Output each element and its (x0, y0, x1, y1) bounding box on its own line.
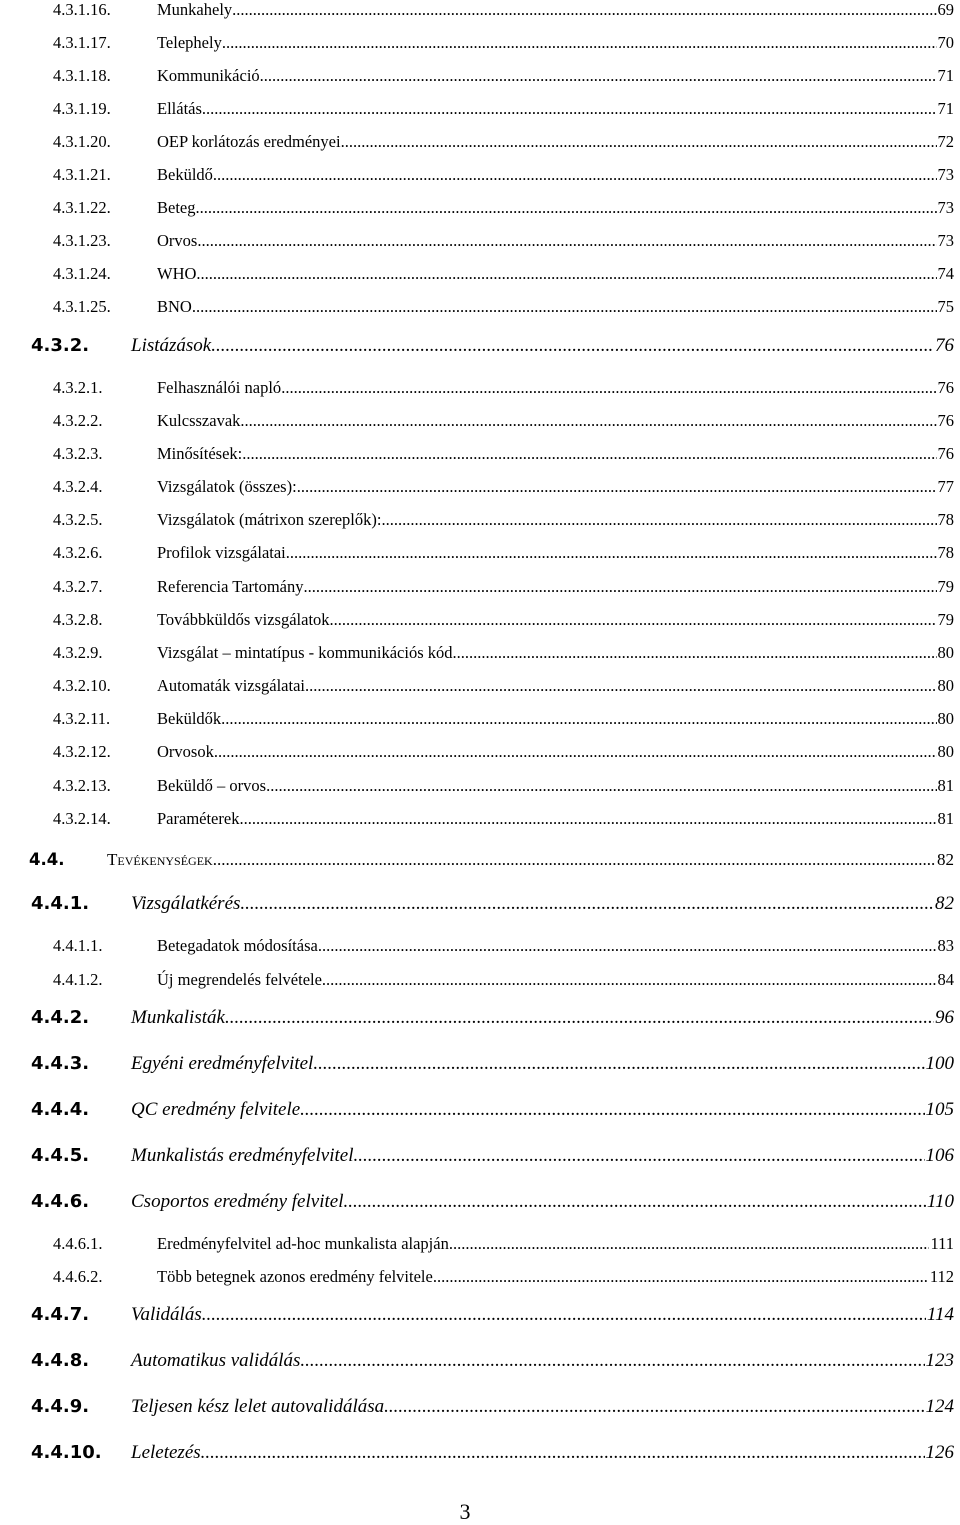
toc-leader-dots (225, 1007, 934, 1029)
toc-entry-title: Munkalisták (131, 1007, 225, 1028)
toc-entry-number: 4.3.2.7. (53, 577, 103, 596)
toc-entry-page: 75 (937, 297, 954, 316)
toc-entry-page: 82 (935, 893, 954, 914)
toc-entry-page: 79 (937, 610, 954, 629)
toc-entry-page: 126 (925, 1442, 954, 1463)
toc-entry-number: 4.3.2.3. (53, 444, 103, 463)
toc-entry-page: 69 (937, 0, 954, 19)
toc-entry-page: 80 (937, 676, 954, 695)
toc-leader-dots (266, 776, 936, 796)
toc-leader-dots (305, 676, 937, 696)
toc-entry-page: 80 (937, 643, 954, 662)
toc-entry-page: 73 (937, 198, 954, 217)
toc-entry[interactable] (0, 809, 960, 839)
toc-entry-number: 4.3.1.24. (53, 264, 111, 283)
toc-entry-number: 4.4.1. (31, 893, 90, 914)
toc-leader-dots (202, 1304, 926, 1326)
toc-entry-page: 105 (925, 1099, 954, 1120)
toc-leader-dots (281, 378, 936, 398)
toc-entry-title: Kulcsszavak (157, 411, 241, 430)
toc-entry-number: 4.3.2.8. (53, 610, 103, 629)
toc-entry-title: Továbbküldős vizsgálatok (157, 610, 330, 629)
toc-entry-page: 73 (937, 165, 954, 184)
toc-entry-page: 114 (926, 1304, 954, 1325)
toc-leader-dots (197, 231, 936, 251)
toc-entry[interactable] (0, 610, 960, 640)
toc-leader-dots (260, 66, 937, 86)
toc-entry-title: BNO (157, 297, 192, 316)
toc-entry[interactable] (0, 577, 960, 607)
toc-entry-number: 4.3.2.12. (53, 742, 111, 761)
toc-leader-dots (240, 411, 936, 431)
toc-leader-dots (453, 643, 937, 663)
toc-entry-number: 4.3.1.20. (53, 132, 111, 151)
toc-entry-title: Vizsgálatkérés (131, 893, 241, 914)
toc-entry[interactable] (0, 936, 960, 966)
toc-entry-title: Vizsgálatok (mátrixon szereplők): (157, 510, 382, 529)
toc-entry-title: Felhasználói napló (157, 378, 282, 397)
toc-entry-title: Tevékenységek (107, 850, 213, 869)
toc-entry-page: 100 (925, 1053, 954, 1074)
toc-entry-page: 110 (926, 1191, 954, 1212)
toc-entry-page: 76 (937, 444, 954, 463)
toc-entry-number: 4.3.2.13. (53, 776, 111, 795)
toc-leader-dots (322, 970, 937, 990)
toc-leader-dots (304, 577, 937, 597)
toc-entry-number: 4.3.2.10. (53, 676, 111, 695)
toc-entry[interactable] (0, 297, 960, 327)
toc-leader-dots (449, 1234, 930, 1254)
toc-entry-title: Ellátás (157, 99, 202, 118)
toc-entry-title: Minősítések: (157, 444, 243, 463)
toc-leader-dots (384, 1396, 924, 1418)
toc-entry-page: 76 (937, 378, 954, 397)
toc-entry-page: 71 (937, 99, 954, 118)
toc-entry-number: 4.4.3. (31, 1053, 90, 1074)
toc-leader-dots (221, 709, 936, 729)
toc-entry-number: 4.4.6.2. (53, 1267, 103, 1286)
toc-leader-dots (213, 165, 937, 185)
toc-entry[interactable] (0, 198, 960, 228)
toc-entry[interactable] (0, 165, 960, 195)
toc-entry-page: 124 (925, 1396, 954, 1417)
toc-entry[interactable] (0, 378, 960, 408)
toc-entry[interactable] (0, 1444, 960, 1474)
toc-entry-title: Egyéni eredményfelvitel (131, 1053, 314, 1074)
toc-entry-number: 4.3.2.2. (53, 411, 103, 430)
toc-entry-number: 4.3.1.23. (53, 231, 111, 250)
toc-entry-title: Referencia Tartomány (157, 577, 304, 596)
toc-entry-page: 71 (937, 66, 954, 85)
toc-entry-title: Beküldő – orvos (157, 776, 267, 795)
toc-entry-number: 4.3.2.6. (53, 543, 103, 562)
toc-entry-title: Munkalistás eredményfelvitel (131, 1145, 354, 1166)
toc-entry-number: 4.4.4. (31, 1099, 90, 1120)
toc-entry-title: Orvos (157, 231, 198, 250)
toc-entry-number: 4.3.1.21. (53, 165, 111, 184)
toc-leader-dots (213, 850, 936, 870)
toc-entry-title: Csoportos eredmény felvitel (131, 1191, 344, 1212)
toc-entry-title: Beküldők (157, 709, 222, 728)
toc-entry-page: 96 (935, 1007, 954, 1028)
toc-entry[interactable] (0, 1101, 960, 1131)
toc-entry-number: 4.3.2.1. (53, 378, 103, 397)
toc-leader-dots (222, 33, 937, 53)
toc-entry-number: 4.3.1.17. (53, 33, 111, 52)
toc-entry-page: 72 (937, 132, 954, 151)
toc-entry-number: 4.4.1.2. (53, 970, 103, 989)
toc-entry-title: Automaták vizsgálatai (157, 676, 305, 695)
toc-entry-page: 83 (937, 936, 954, 955)
toc-entry-title: Kommunikáció (157, 66, 260, 85)
toc-entry-number: 4.4.2. (31, 1007, 90, 1028)
toc-leader-dots (297, 477, 937, 497)
toc-leader-dots (201, 1442, 925, 1464)
toc-entry-page: 112 (929, 1267, 954, 1286)
toc-entry-number: 4.3.1.18. (53, 66, 111, 85)
toc-entry-title: QC eredmény felvitele (131, 1099, 301, 1120)
toc-entry-page: 70 (937, 33, 954, 52)
toc-entry-page: 78 (937, 543, 954, 562)
toc-entry-page: 74 (937, 264, 954, 283)
toc-entry-number: 4.4.6.1. (53, 1234, 103, 1253)
toc-entry-page: 80 (937, 709, 954, 728)
toc-entry-number: 4.4.5. (31, 1145, 90, 1166)
toc-entry-number: 4.3.1.25. (53, 297, 111, 316)
toc-entry-number: 4.4.10. (31, 1442, 102, 1463)
toc-entry-title: Vizsgálatok (összes): (157, 477, 297, 496)
toc-entry-number: 4.4.6. (31, 1191, 90, 1212)
toc-entry-title: Validálás (131, 1304, 202, 1325)
toc-entry-title: Betegadatok módosítása (157, 936, 318, 955)
toc-leader-dots (330, 610, 937, 630)
toc-entry-number: 4.3.2.5. (53, 510, 103, 529)
toc-entry-title: OEP korlátozás eredményei (157, 132, 341, 151)
toc-entry-number: 4.3.1.16. (53, 0, 111, 19)
toc-entry-title: Orvosok (157, 742, 214, 761)
toc-entry-title: Leletezés (131, 1442, 201, 1463)
toc-entry-number: 4.3.2.9. (53, 643, 103, 662)
toc-entry-page: 80 (937, 742, 954, 761)
toc-entry-page: 82 (937, 850, 954, 869)
toc-entry[interactable] (0, 231, 960, 261)
toc-entry-page: 76 (935, 335, 954, 356)
toc-leader-dots (286, 543, 937, 563)
toc-leader-dots (242, 444, 936, 464)
toc-entry-title: Több betegnek azonos eredmény felvitele (157, 1267, 433, 1286)
toc-entry-number: 4.3.2.14. (53, 809, 111, 828)
toc-entry[interactable] (0, 99, 960, 129)
toc-entry-title: Paraméterek (157, 809, 240, 828)
toc-entry-title: Eredményfelvitel ad-hoc munkalista alapján (157, 1234, 449, 1253)
toc-entry[interactable] (0, 477, 960, 507)
toc-entry[interactable] (0, 33, 960, 63)
toc-entry-number: 4.3.1.22. (53, 198, 111, 217)
toc-entry-page: 79 (937, 577, 954, 596)
toc-entry-title: Beküldő (157, 165, 213, 184)
toc-leader-dots (433, 1267, 929, 1287)
toc-entry-page: 81 (937, 776, 954, 795)
toc-entry-page: 84 (937, 970, 954, 989)
toc-entry[interactable] (0, 850, 960, 880)
toc-leader-dots (232, 0, 936, 20)
toc-leader-dots (192, 297, 937, 317)
toc-entry-title: WHO (157, 264, 197, 283)
toc-entry[interactable] (0, 444, 960, 474)
toc-entry-page: 77 (937, 477, 954, 496)
toc-entry-page: 81 (937, 809, 954, 828)
toc-entry[interactable] (0, 1147, 960, 1177)
toc-entry-number: 4.4.9. (31, 1396, 90, 1417)
toc-entry[interactable] (0, 337, 960, 367)
toc-leader-dots (196, 264, 936, 284)
toc-entry[interactable] (0, 742, 960, 772)
toc-leader-dots (300, 1099, 924, 1121)
toc-entry[interactable] (0, 510, 960, 540)
toc-entry[interactable] (0, 776, 960, 806)
toc-leader-dots (343, 1191, 925, 1213)
toc-entry-number: 4.4.1.1. (53, 936, 103, 955)
toc-entry[interactable] (0, 543, 960, 573)
toc-entry[interactable] (0, 1234, 960, 1264)
toc-leader-dots (300, 1350, 924, 1372)
toc-entry-number: 4.3.2. (31, 335, 90, 356)
toc-leader-dots (353, 1145, 924, 1167)
toc-entry[interactable] (0, 1009, 960, 1039)
toc-entry-number: 4.4.8. (31, 1350, 90, 1371)
toc-entry-title: Listázások (131, 335, 212, 356)
toc-entry-title: Munkahely (157, 0, 233, 19)
toc-entry-title: Automatikus validálás (131, 1350, 301, 1371)
toc-entry[interactable] (0, 132, 960, 162)
toc-entry[interactable] (0, 676, 960, 706)
toc-leader-dots (202, 99, 937, 119)
toc-leader-dots (196, 198, 937, 218)
toc-entry-title: Teljesen kész lelet autovalidálása (131, 1396, 385, 1417)
toc-leader-dots (211, 335, 934, 357)
toc-entry-page: 106 (925, 1145, 954, 1166)
toc-entry-page: 111 (930, 1234, 954, 1253)
toc-leader-dots (214, 742, 937, 762)
toc-entry-title: Profilok vizsgálatai (157, 543, 286, 562)
toc-entry[interactable] (0, 970, 960, 1000)
toc-entry[interactable] (0, 411, 960, 441)
toc-leader-dots (318, 936, 937, 956)
toc-entry[interactable] (0, 643, 960, 673)
toc-leader-dots (381, 510, 936, 530)
toc-entry-title: Telephely (157, 33, 222, 52)
toc-entry-number: 4.3.2.4. (53, 477, 103, 496)
toc-entry-number: 4.3.1.19. (53, 99, 111, 118)
toc-entry-number: 4.3.2.11. (53, 709, 111, 728)
toc-entry-page: 123 (925, 1350, 954, 1371)
toc-entry[interactable] (0, 264, 960, 294)
toc-entry-page: 78 (937, 510, 954, 529)
toc-entry-page: 73 (937, 231, 954, 250)
toc-entry[interactable] (0, 1267, 960, 1297)
toc-leader-dots (239, 809, 936, 829)
toc-entry-number: 4.4.7. (31, 1304, 90, 1325)
page-number: 3 (459, 1499, 471, 1524)
toc-entry[interactable] (0, 895, 960, 925)
toc-entry-title: Beteg (157, 198, 196, 217)
toc-entry[interactable] (0, 1055, 960, 1085)
toc-entry[interactable] (0, 1398, 960, 1428)
toc-entry-page: 76 (937, 411, 954, 430)
toc-entry-title: Új megrendelés felvétele (157, 970, 322, 989)
toc-leader-dots (341, 132, 937, 152)
toc-entry[interactable] (0, 66, 960, 96)
toc-leader-dots (313, 1053, 924, 1075)
toc-entry-title: Vizsgálat – mintatípus - kommunikációs kód (157, 643, 453, 662)
toc-leader-dots (240, 893, 934, 915)
toc-entry-number: 4.4. (29, 850, 65, 869)
toc-entry[interactable] (0, 709, 960, 739)
toc-entry[interactable] (0, 0, 960, 30)
toc-entry[interactable] (0, 1306, 960, 1336)
toc-entry[interactable] (0, 1193, 960, 1223)
toc-entry[interactable] (0, 1352, 960, 1382)
